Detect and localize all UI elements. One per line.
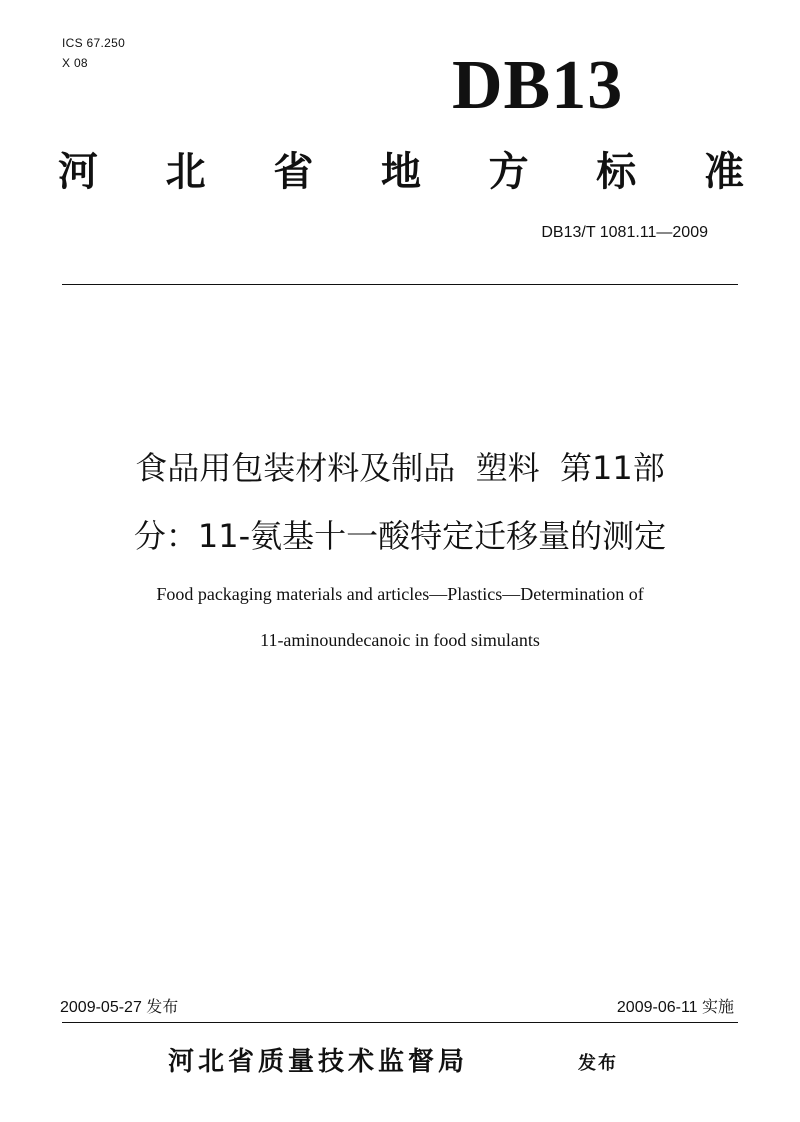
publisher-suffix: 发布 xyxy=(578,1053,618,1074)
classification-code: X 08 xyxy=(62,56,88,70)
standard-type-char: 省 xyxy=(273,149,314,195)
chinese-title-line-1: 食品用包装材料及制品 塑料 第11部 xyxy=(135,449,665,487)
implementation-date: 2009-06-11 实施 xyxy=(616,999,734,1016)
standard-type-char: 准 xyxy=(703,149,744,195)
standard-type-char: 北 xyxy=(165,149,206,195)
english-title-line-1: Food packaging materials and articles—Plastics—Determination of xyxy=(156,584,644,604)
standard-type-char: 河 xyxy=(58,149,98,195)
standard-type-char: 地 xyxy=(380,149,421,195)
standard-type-title xyxy=(58,146,744,198)
publisher-name: 河北省质量技术监督局 xyxy=(168,1047,469,1077)
ics-code: ICS 67.250 xyxy=(62,36,126,50)
footer-divider xyxy=(62,1022,738,1023)
chinese-title-line-2: 分：11-氨基十一酸特定迁移量的测定 xyxy=(133,517,667,555)
english-title-line-2: 11-aminoundecanoic in food simulants xyxy=(260,630,540,650)
db13-logo: DB13 xyxy=(452,47,624,124)
header-divider xyxy=(62,284,738,285)
standard-number: DB13/T 1081.11—2009 xyxy=(541,224,708,241)
standard-type-char: 方 xyxy=(488,149,529,195)
standard-type-char: 标 xyxy=(596,149,637,195)
issue-date: 2009-05-27 发布 xyxy=(60,999,179,1016)
